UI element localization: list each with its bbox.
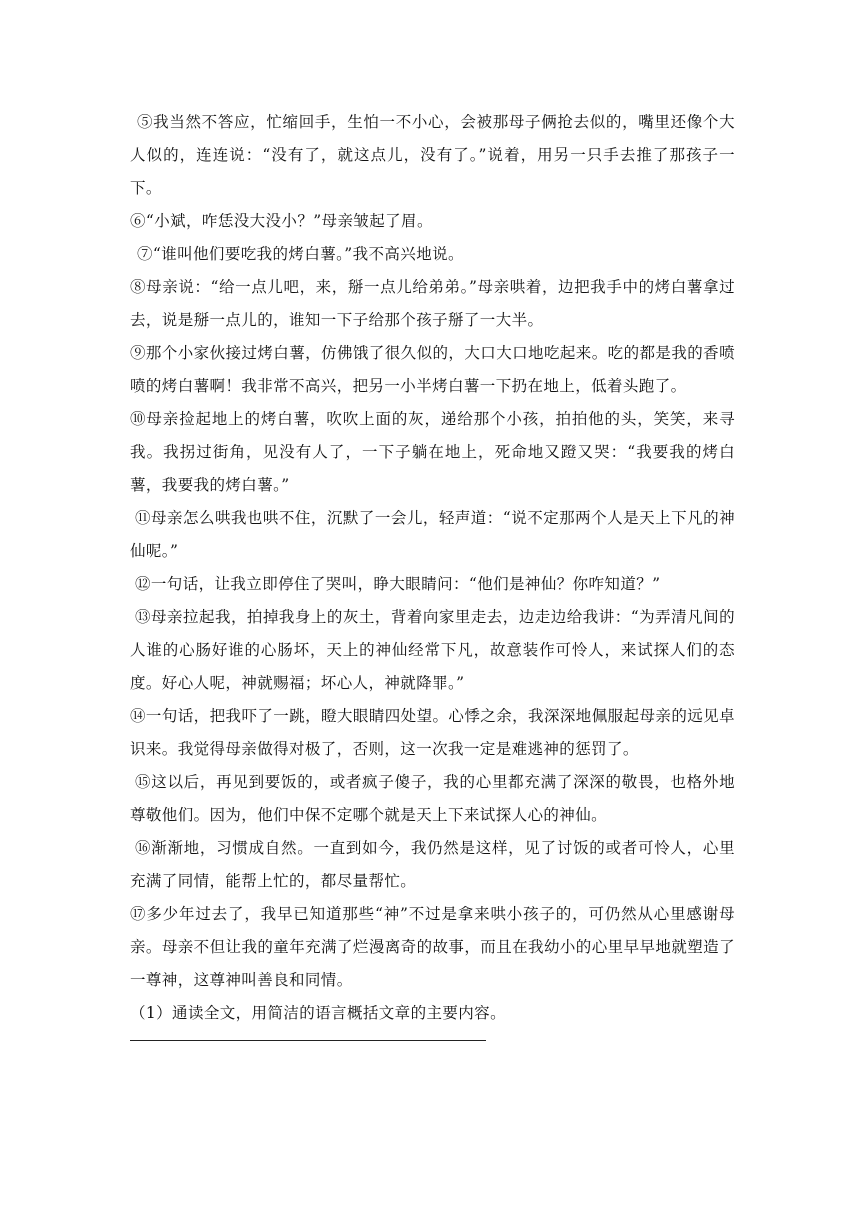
paragraph-16: ⑯渐渐地，习惯成自然。一直到如今，我仍然是这样，见了讨饭的或者可怜人，心里充满了同情，能帮上忙的，都尽量帮忙。 — [130, 839, 735, 890]
paragraph-8: ⑧母亲说：“给一点儿吧，来，掰一点儿给弟弟。”母亲哄着，边把我手中的烤白薯拿过去，说是掰一点儿的，谁知一下子给那个孩子掰了一大半。 — [130, 278, 735, 329]
paragraph-6: ⑥“小斌，咋恁没大没小？”母亲皱起了眉。 — [130, 212, 433, 230]
answer-line[interactable] — [130, 1040, 486, 1041]
paragraph-14: ⑭一句话，把我吓了一跳，瞪大眼睛四处望。心悸之余，我深深地佩服起母亲的远见卓识来。我觉得母亲做得对极了，否则，这一次我一定是难逃神的惩罚了。 — [130, 707, 735, 758]
paragraph-13: ⑬母亲拉起我，拍掉我身上的灰土，背着向家里走去，边走边给我讲：“为弄清凡间的人谁的心肠好谁的心肠坏，天上的神仙经常下凡，故意装作可怜人，来试探人们的态度。好心人呢，神就赐福；坏心人，神就降罪。” — [130, 608, 735, 692]
paragraph-15: ⑮这以后，再见到要饭的，或者疯子傻子，我的心里都充满了深深的敬畏，也格外地尊敬他们。因为，他们中保不定哪个就是天上下来试探人心的神仙。 — [130, 773, 735, 824]
paragraph-5: ⑤我当然不答应，忙缩回手，生怕一不小心，会被那母子俩抢去似的，嘴里还像个大人似的，连连说：“没有了，就这点儿，没有了。”说着，用另一只手去推了那孩子一下。 — [130, 113, 735, 197]
paragraph-17: ⑰多少年过去了，我早已知道那些“神”不过是拿来哄小孩子的，可仍然从心里感谢母亲。母亲不但让我的童年充满了烂漫离奇的故事，而且在我幼小的心里早早地就塑造了一尊神，这尊神叫善良和同情。 — [130, 905, 735, 989]
paragraph-7: ⑦“谁叫他们要吃我的烤白薯。”我不高兴地说。 — [137, 245, 464, 263]
question-1: （1）通读全文，用简洁的语言概括文章的主要内容。 — [130, 1004, 506, 1022]
paragraph-9: ⑨那个小家伙接过烤白薯，仿佛饿了很久似的，大口大口地吃起来。吃的都是我的香喷喷的烤白薯啊！我非常不高兴，把另一小半烤白薯一下扔在地上，低着头跑了。 — [130, 344, 735, 395]
paragraph-12: ⑫一句话，让我立即停住了哭叫，睁大眼睛问：“他们是神仙？你咋知道？” — [135, 575, 661, 593]
paragraph-10: ⑩母亲捡起地上的烤白薯，吹吹上面的灰，递给那个小孩，拍拍他的头，笑笑，来寻我。我拐过街角，见没有人了，一下子躺在地上，死命地又蹬又哭：“我要我的烤白薯，我要我的烤白薯。” — [130, 410, 735, 494]
paragraph-11: ⑪母亲怎么哄我也哄不住，沉默了一会儿，轻声道：“说不定那两个人是天上下凡的神仙呢。” — [130, 509, 735, 560]
document-body — [130, 106, 735, 1030]
